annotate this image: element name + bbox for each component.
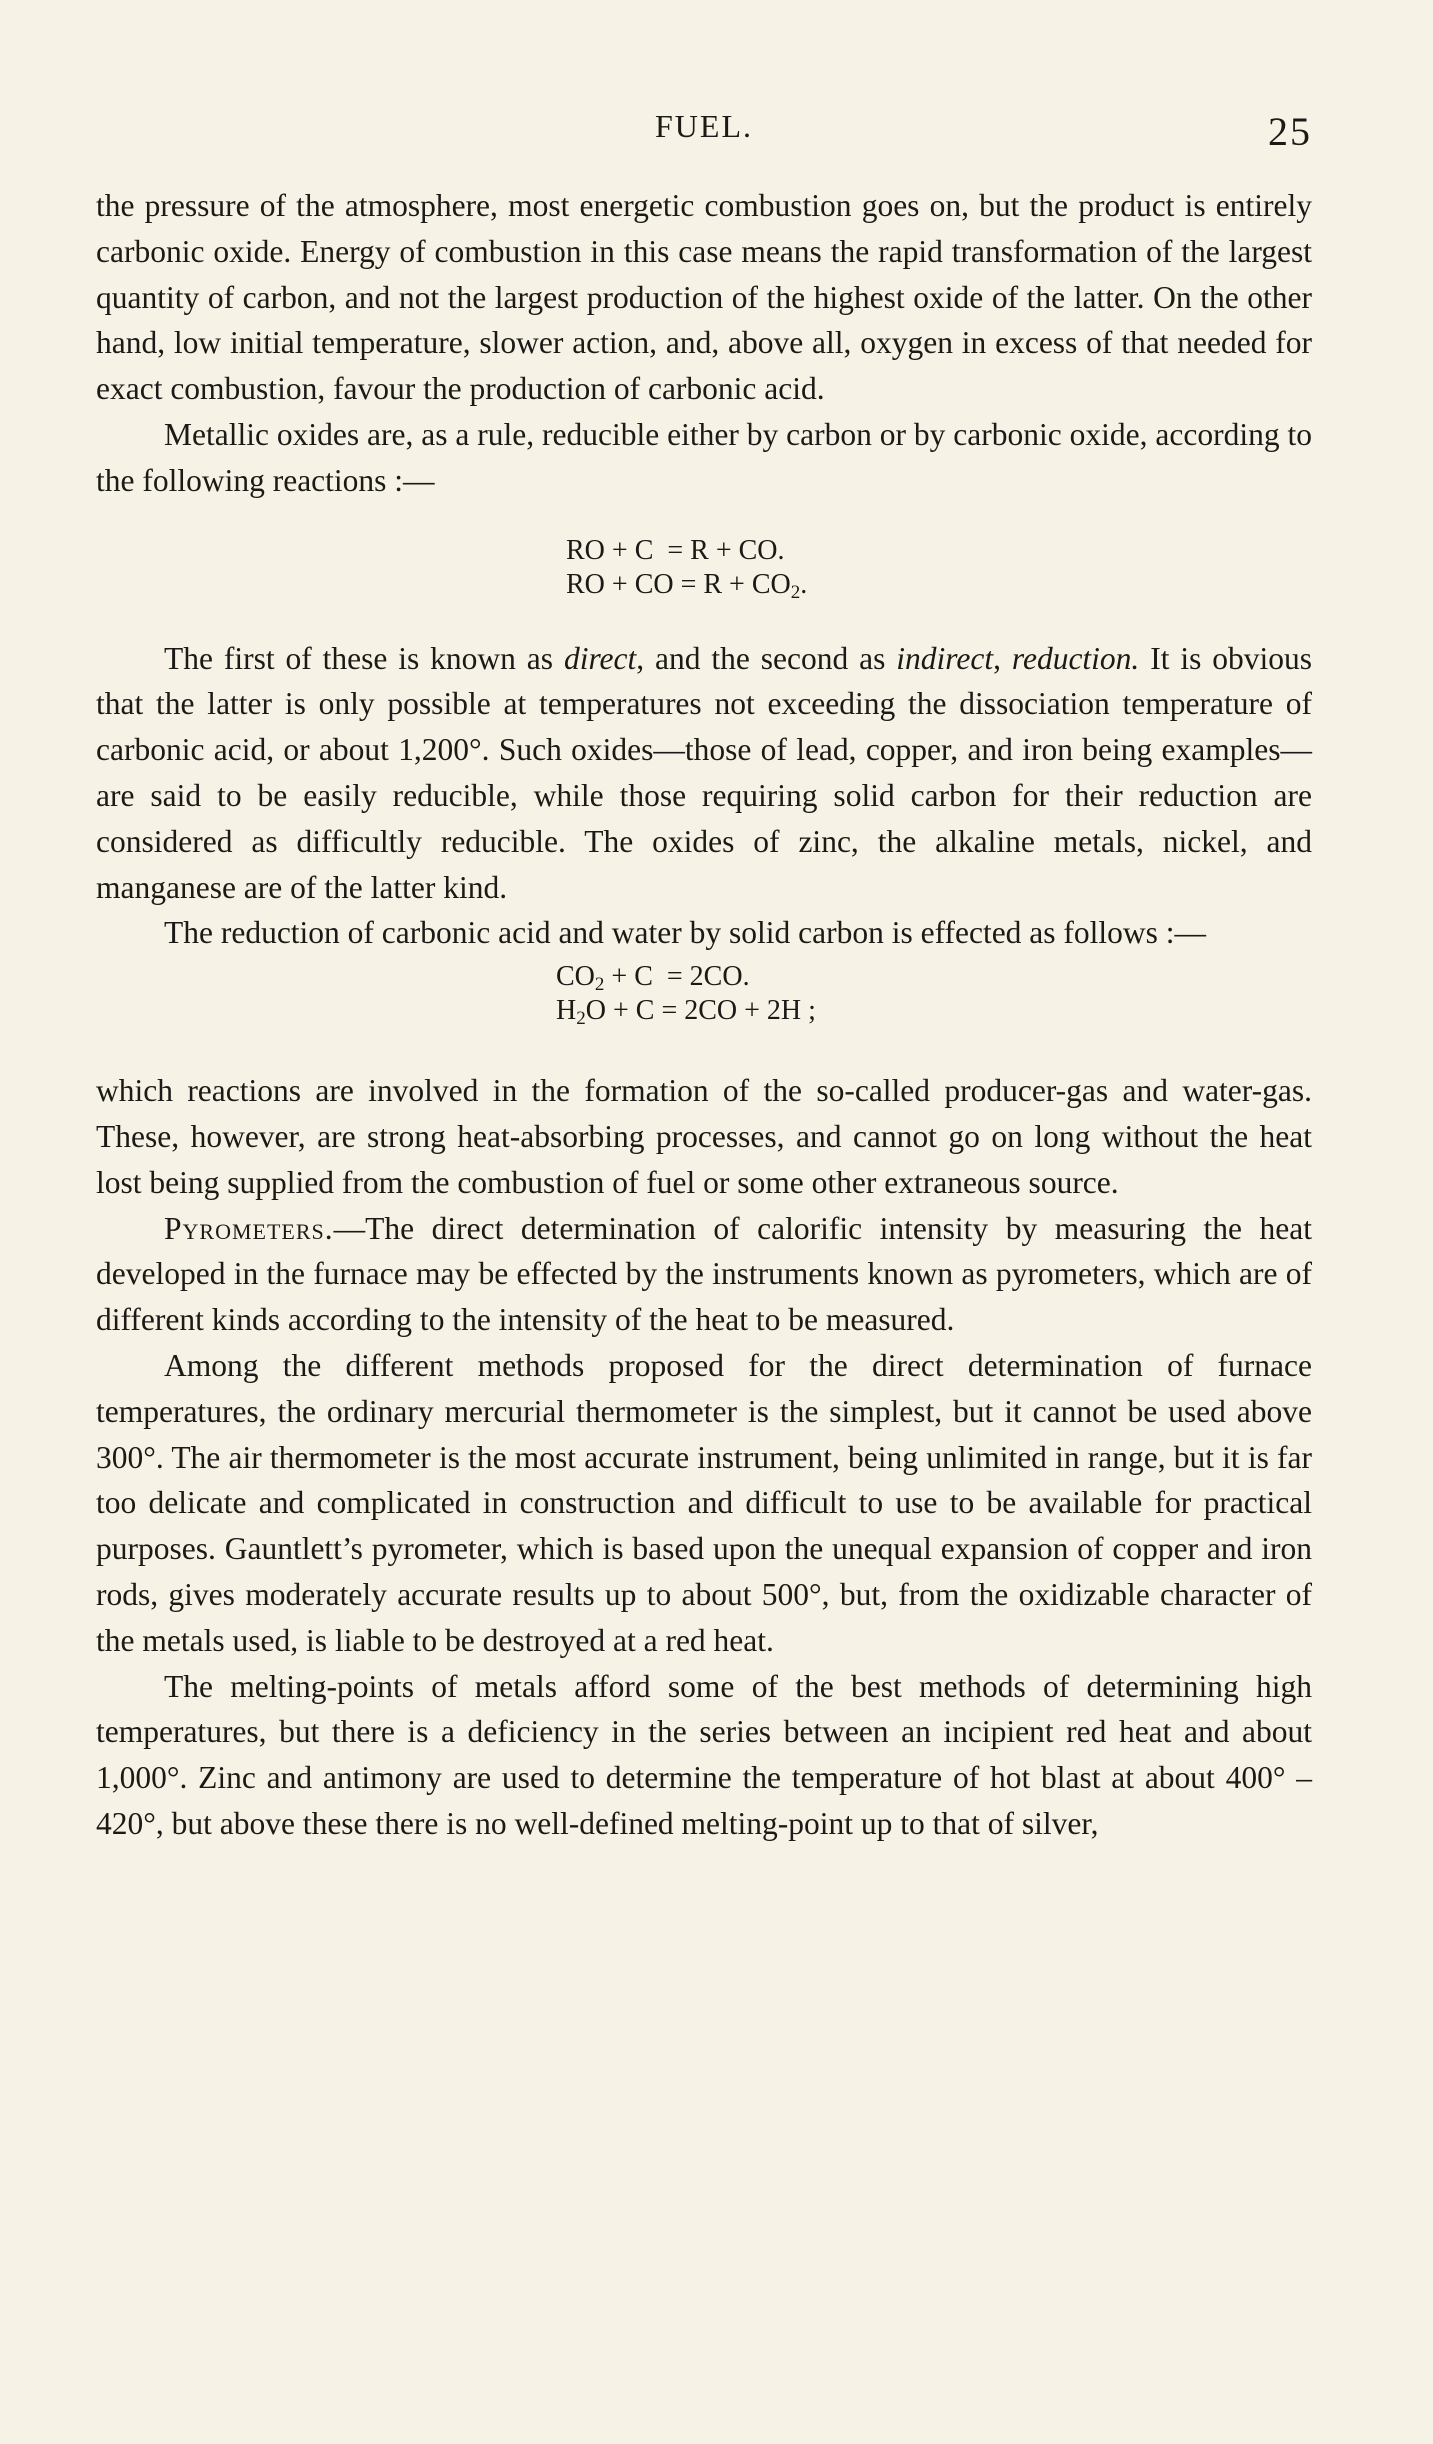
equation-producer-gas bbox=[556, 960, 1312, 994]
paragraph-metallic-oxides: Metallic oxides are, as a rule, reducible either by carbon or by carbonic oxide, according to the following reactions :— bbox=[96, 416, 1312, 498]
paragraph-producer-gas: which reactions are involved in the formation of the so-called producer-gas and water-gas. These, however, are strong heat-absorbing processes, and cannot go on long without the heat lost being supplied from the combustion of fuel or some other extraneous source. bbox=[96, 1073, 1312, 1200]
equation-block-reduction bbox=[96, 534, 1312, 602]
equation-subscript: 2 bbox=[790, 581, 801, 603]
equation-rhs: = R + CO bbox=[680, 568, 791, 600]
emphasis-direct: direct bbox=[563, 640, 637, 676]
equation-indirect-reduction bbox=[566, 568, 1312, 602]
paragraph-carbonic-acid-reduction: The reduction of carbonic acid and water by solid carbon is effected as follows :— bbox=[164, 915, 1207, 951]
equation-term: CO bbox=[556, 961, 595, 993]
text-run: It is obvious that the latter is only possible at temperatures not exceeding the dissociation temperature of carbonic acid, or about 1,200°. Such oxides—those of lead, copper, and iron being examples—are said to be easily reducible, while those requiring solid carbon for their reduction are considered as difficultly reducible. The oxides of zinc, the alkaline metals, nickel, and manganese are of the latter kind. bbox=[96, 640, 1313, 905]
equation-block-gas bbox=[96, 960, 1312, 1028]
text-run: The first of these is known as bbox=[164, 640, 564, 676]
paragraph-direct-indirect bbox=[96, 636, 1312, 911]
paragraph-melting-points: The melting-points of metals afford some of the best methods of determining high temperatures, but there is a deficiency in the series between an incipient red heat and about 1,000°. Zinc and antimony are used to determine the temperature of hot blast at about 400° – 420°, but above these there is no well-defined melting-point up to that of silver, bbox=[96, 1668, 1312, 1841]
equation-term: O + C = 2CO + 2H ; bbox=[585, 995, 816, 1027]
equation-lhs: RO + CO bbox=[566, 568, 681, 600]
equation-term: H bbox=[556, 995, 577, 1027]
section-heading-pyrometers: Pyrometers. bbox=[164, 1210, 334, 1246]
equation-end: . bbox=[800, 568, 808, 600]
text-run: —The direct determination of calorific intensity by measuring the heat developed in the furnace may be effected by the instruments known as pyrometers, which are of different kinds according to the intensity of the heat to be measured. bbox=[96, 1210, 1312, 1338]
body-text bbox=[96, 183, 1312, 1847]
equation-lhs: RO + C bbox=[566, 534, 668, 566]
equation-subscript: 2 bbox=[576, 1007, 586, 1029]
equation-rhs: = R + CO. bbox=[667, 534, 785, 566]
paragraph-combustion-energy: the pressure of the atmosphere, most energetic combustion goes on, but the product is entirely carbonic oxide. Energy of combustion in this case means the rapid transformation of the largest quantity of carbon, and not the largest production of the highest oxide of the latter. On the other hand, low initial temperature, slower action, and, above all, oxygen in excess of that needed for exact combustion, favour the production of carbonic acid. bbox=[96, 188, 1312, 407]
equation-subscript: 2 bbox=[594, 973, 605, 995]
paragraph-pyrometers bbox=[96, 1206, 1312, 1343]
equation-water-gas bbox=[556, 994, 1312, 1028]
emphasis-reduction: reduction. bbox=[1011, 640, 1140, 676]
equation-term: + C = 2CO. bbox=[604, 961, 750, 993]
emphasis-indirect: indirect bbox=[896, 640, 994, 676]
page-number: 25 bbox=[1268, 109, 1312, 154]
paragraph-thermometers: Among the different methods proposed for the direct determination of furnace temperatures, the ordinary mercurial thermometer is the simplest, but it cannot be used above 300°. The air thermometer is the most accurate instrument, being unlimited in range, but it is far too delicate and complicated in construction and difficult to use to be available for practical purposes. Gauntlett’s pyrometer, which is based upon the unequal expansion of copper and iron rods, gives moderately accurate results up to about 500°, but, from the oxidizable character of the metals used, is liable to be destroyed at a red heat. bbox=[96, 1347, 1312, 1658]
text-run: , and the second as bbox=[636, 640, 897, 676]
running-head bbox=[96, 108, 1312, 158]
text-run: , bbox=[993, 640, 1012, 676]
running-title: FUEL. bbox=[655, 108, 753, 144]
equation-direct-reduction bbox=[566, 534, 1312, 568]
